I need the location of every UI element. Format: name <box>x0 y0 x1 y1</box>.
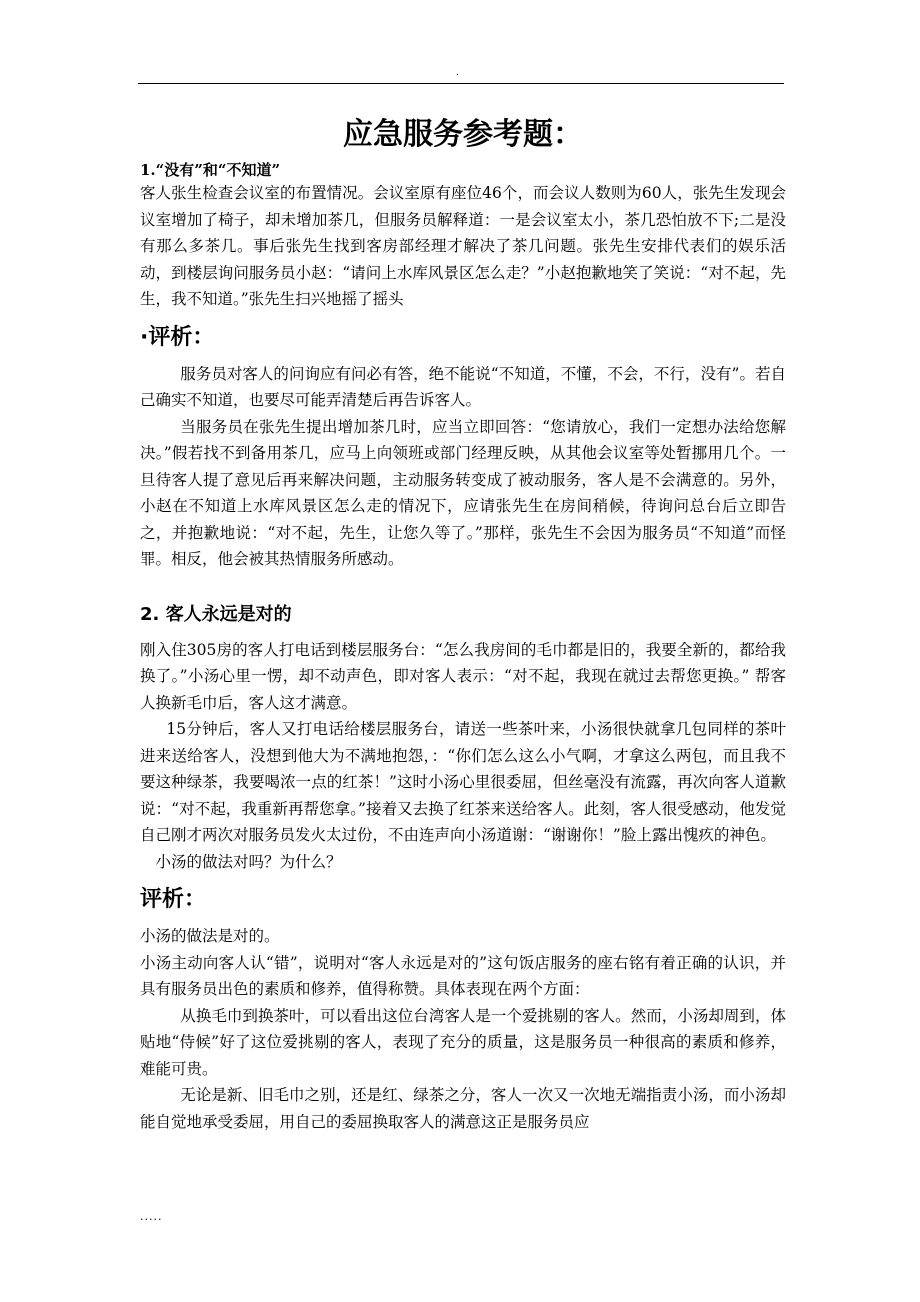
case-2-analysis-label: 评析： <box>140 887 207 912</box>
header-dot: . <box>456 68 459 78</box>
case-2-analysis-paragraph-3: 从换毛巾到换茶叶，可以看出这位台湾客人是一个爱挑剔的客人。然而，小汤却周到，体贴地“侍候”好了这位爱挑剔的客人，表现了充分的质量，这是服务员一种很高的素质和修养，难能可贵。 <box>140 1006 786 1078</box>
case-2-analysis-paragraph-1: 小汤的做法是对的。 <box>140 927 280 945</box>
case-2-heading: 2. 客人永远是对的 <box>140 603 292 625</box>
case-1-analysis-paragraph-2: 当服务员在张先生提出增加茶几时，应当立即回答：“您请放心，我们一定想办法给您解决。”假若找不到备用茶几，应马上向领班或部门经理反映，从其他会议室等处暂挪用几个。一旦待客人提了意见后再来解决问题，主动服务转变成了被动服务，客人是不会满意的。另外，小赵在不知道上水库风景区怎么走的情况下，应请张先生在房间稍候，待询问总台后立即告之，并抱歉地说：“对不起，先生，让您久等了。”那样，张先生不会因为服务员“不知道”而怪罪。相反，他会被其热情服务所感动。 <box>140 417 786 568</box>
case-2-analysis-paragraph-4: 无论是新、旧毛巾之别，还是红、绿茶之分，客人一次又一次地无端指责小汤，而小汤却能自觉地承受委屈，用自己的委屈换取客人的满意这正是服务员应 <box>140 1086 786 1131</box>
case-1-analysis-paragraph-1: 服务员对客人的问询应有问必有答，绝不能说“不知道，不懂，不会，不行，没有”。若自己确实不知道，也要尽可能弄清楚后再告诉客人。 <box>140 364 786 409</box>
footer-dots: ..... <box>140 1210 163 1223</box>
case-2-question: 小汤的做法对吗？为什么？ <box>155 852 342 871</box>
case-2-analysis-paragraph-2: 小汤主动向客人认“错”，说明对“客人永远是对的”这句饭店服务的座右铭有着正确的认识，并具有服务员出色的素质和修养，值得称赞。具体表现在两个方面： <box>140 953 786 998</box>
page-title: 应急服务参考题： <box>343 117 583 152</box>
case-2-paragraph-1: 刚入住305房的客人打电话到楼层服务台：“怎么我房间的毛巾都是旧的，我要全新的，都给我换了。”小汤心里一愣，却不动声色，即对客人表示：“对不起，我现在就过去帮您更换。” 帮客人换新毛巾后，客人这才满意。 <box>140 640 786 712</box>
case-1-body: 客人张生检查会议室的布置情况。会议室原有座位46个，而会议人数则为60人，张先生发现会议室增加了椅子，却未增加茶几，但服务员解释道：一是会议室太小，茶几恐怕放不下;二是没有那么多茶几。事后张先生找到客房部经理才解决了茶几问题。张先生安排代表们的娱乐活动，到楼层询问服务员小赵：“请问上水库风景区怎么走？”小赵抱歉地笑了笑说：“对不起，先生，我不知道。”张先生扫兴地摇了摇头 <box>140 184 786 308</box>
case-1-heading: 1.“没有”和“不知道” <box>140 161 281 179</box>
case-2-paragraph-2: 15分钟后，客人又打电话给楼层服务台，请送一些茶叶来，小汤很快就拿几包同样的茶叶进来送给客人，没想到他大为不满地抱怨，：“你们怎么这么小气啊，才拿这么两包，而且我不要这种绿茶，我要喝浓一点的红茶！”这时小汤心里很委屈，但丝毫没有流露，再次向客人道歉说：“对不起，我重新再帮您拿。”接着又去换了红茶来送给客人。此刻，客人很受感动，他发觉自己刚才两次对服务员发火太过份，不由连声向小汤道谢：“谢谢你！”脸上露出愧疚的神色。 <box>140 720 786 844</box>
case-2-section <box>140 603 786 1136</box>
case-1-analysis-label: ·评析： <box>140 324 215 350</box>
case-1-section <box>140 160 786 573</box>
document-page <box>140 114 786 1135</box>
header-rule <box>138 83 784 84</box>
